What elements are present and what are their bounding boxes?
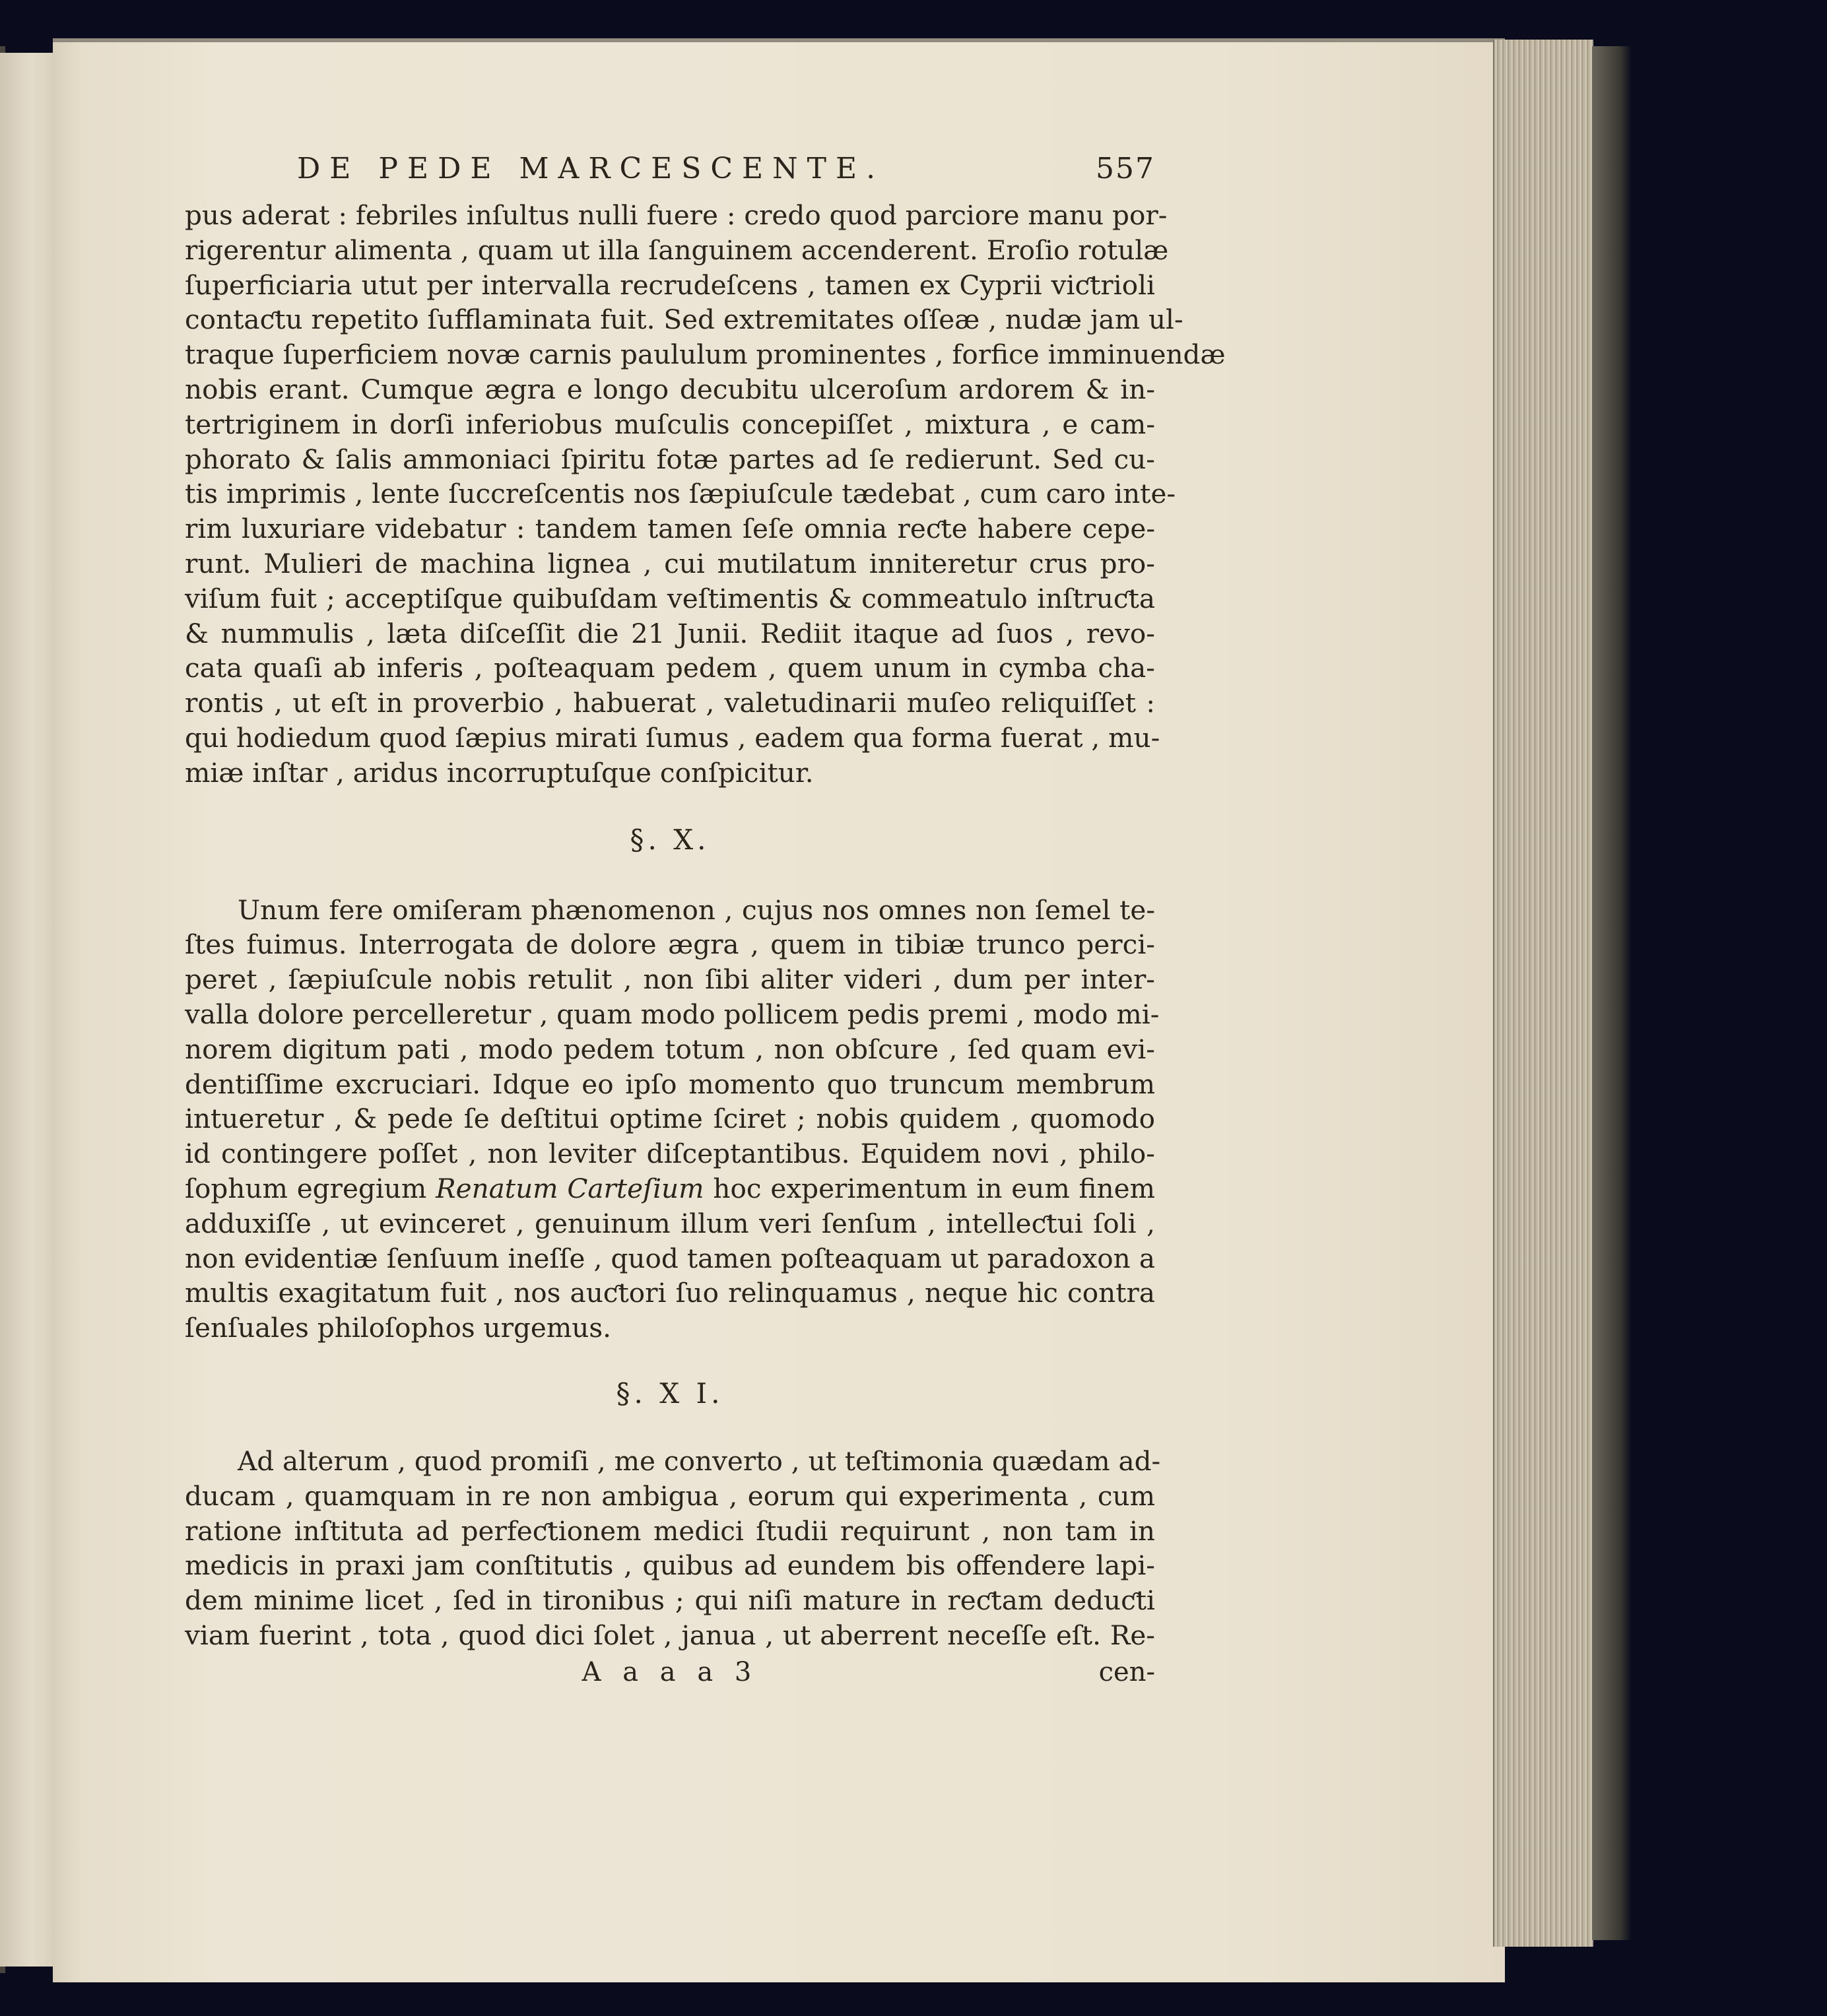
text-line: contaƈtu repetito ſufflaminata fuit. Sed extremitates oſſeæ , nudæ jam ul- xyxy=(185,304,1183,336)
text-line: rontis , ut eſt in proverbio , habuerat , valetudinarii muſeo reliquiſſet : xyxy=(185,687,1155,719)
section-heading-xi: §. X I. xyxy=(616,1377,724,1410)
text-line: pus aderat : febriles inſultus nulli fuere : credo quod parciore manu por- xyxy=(185,199,1168,231)
text-line: adduxiſſe , ut evinceret , genuinum illum veri ſenſum , intelleƈtui ſoli , xyxy=(185,1207,1155,1239)
text-line: peret , ſæpiuſcule nobis retulit , non ſibi aliter videri , dum per inter- xyxy=(185,963,1155,996)
text-line: viſum fuit ; acceptiſque quibuſdam veſtimentis & commeatulo inſtruƈta xyxy=(185,582,1155,614)
text-line: id contingere poſſet , non leviter diſceptantibus. Equidem novi , philo- xyxy=(185,1138,1155,1170)
text-line: ſtes fuimus. Interrogata de dolore ægra , quem in tibiæ trunco perci- xyxy=(185,928,1155,961)
text-line: runt. Mulieri de machina lignea , cui mutilatum inniteretur crus pro- xyxy=(185,547,1155,579)
text-line: norem digitum pati , modo pedem totum , non obſcure , ſed quam evi- xyxy=(185,1033,1155,1065)
text-line: valla dolore percelleretur , quam modo pollicem pedis premi , modo mi- xyxy=(185,998,1160,1030)
text-line: rigerentur alimenta , quam ut illa ſanguinem accenderent. Eroſio rotulæ xyxy=(185,234,1169,266)
paragraph-continued xyxy=(185,198,1226,791)
text-line: Ad alterum , quod promiſi , me converto , ut teſtimonia quædam ad- xyxy=(238,1445,1161,1477)
page-footer xyxy=(185,1657,1155,1697)
text-line: viam fuerint , tota , quod dici ſolet , janua , ut aberrent neceſſe eſt. Re- xyxy=(185,1619,1155,1651)
text-line: tertriginem in dorſi inferiobus muſculis concepiſſet , mixtura , e cam- xyxy=(185,408,1155,440)
signature-mark: A a a a 3 xyxy=(581,1656,758,1687)
page-content xyxy=(185,152,1226,1697)
text-line: ratione inſtituta ad perfeƈtionem medici ſtudii requirunt , non tam in xyxy=(185,1514,1155,1547)
catchword: cen- xyxy=(1098,1656,1155,1687)
text-line: non evidentiæ ſenſuum ineſſe , quod tamen poſteaquam ut paradoxon a xyxy=(185,1242,1155,1274)
text-line: rim luxuriare videbatur : tandem tamen ſeſe omnia reƈte habere cepe- xyxy=(185,513,1155,545)
page-number: 557 xyxy=(1096,152,1155,185)
text-line: ſuperficiaria utut per intervalla recrudeſcens , tamen ex Cyprii viƈtrioli xyxy=(185,269,1155,301)
text-line: ducam , quamquam in re non ambigua , eorum qui experimenta , cum xyxy=(185,1479,1155,1512)
running-header xyxy=(185,152,1155,198)
text-line: qui hodiedum quod ſæpius mirati ſumus , eadem qua forma fuerat , mu- xyxy=(185,721,1160,754)
paragraph-section-x xyxy=(185,893,1160,1346)
text-line: traque ſuperficiem novæ carnis paululum prominentes , forfice imminuendæ xyxy=(185,339,1226,371)
text-line: Unum fere omiſeram phænomenon , cujus nos omnes non ſemel te- xyxy=(238,894,1155,926)
text-line: ſenſuales philoſophos urgemus. xyxy=(185,1312,612,1344)
italic-name: Renatum Carteſium xyxy=(436,1172,704,1204)
paragraph-section-xi xyxy=(185,1444,1161,1653)
text-line: & nummulis , læta diſceſſit die 21 Junii. Rediit itaque ad ſuos , revo- xyxy=(185,617,1155,649)
text-line: nobis erant. Cumque ægra e longo decubitu ulceroſum ardorem & in- xyxy=(185,373,1155,405)
text-line: tis imprimis , lente ſuccreſcentis nos ſæpiuſcule tædebat , cum caro inte- xyxy=(185,478,1176,510)
section-heading-x: §. X. xyxy=(630,823,710,856)
running-title: DE PEDE MARCESCENTE. xyxy=(297,152,885,185)
text-line: cata quaſi ab inferis , poſteaquam pedem , quem unum in cymba cha- xyxy=(185,652,1155,684)
text-line: miæ inſtar , aridus incorruptuſque conſpicitur. xyxy=(185,756,814,789)
text-segment: ſophum egregium xyxy=(185,1172,427,1204)
facing-page-sliver xyxy=(0,53,55,1967)
book-shadow xyxy=(1592,46,1632,1940)
text-line: intueretur , & pede ſe deſtitui optime ſciret ; nobis quidem , quomodo xyxy=(185,1103,1155,1135)
text-line: multis exagitatum fuit , nos auƈtori ſuo relinquamus , neque hic contra xyxy=(185,1277,1155,1309)
text-line: medicis in praxi jam conſtitutis , quibus ad eundem bis offendere lapi- xyxy=(185,1549,1155,1582)
text-segment: hoc experimentum in eum finem xyxy=(713,1172,1156,1204)
text-line xyxy=(185,1171,1155,1206)
text-line: phorato & ſalis ammoniaci ſpiritu fotæ partes ad ſe redierunt. Sed cu- xyxy=(185,443,1155,475)
text-line: dem minime licet , ſed in tironibus ; qui niſi mature in reƈtam deduƈti xyxy=(185,1584,1155,1617)
text-line: dentiſſime excruciari. Idque eo ipſo momento quo truncum membrum xyxy=(185,1068,1155,1100)
page-block-edge xyxy=(1493,40,1593,1947)
